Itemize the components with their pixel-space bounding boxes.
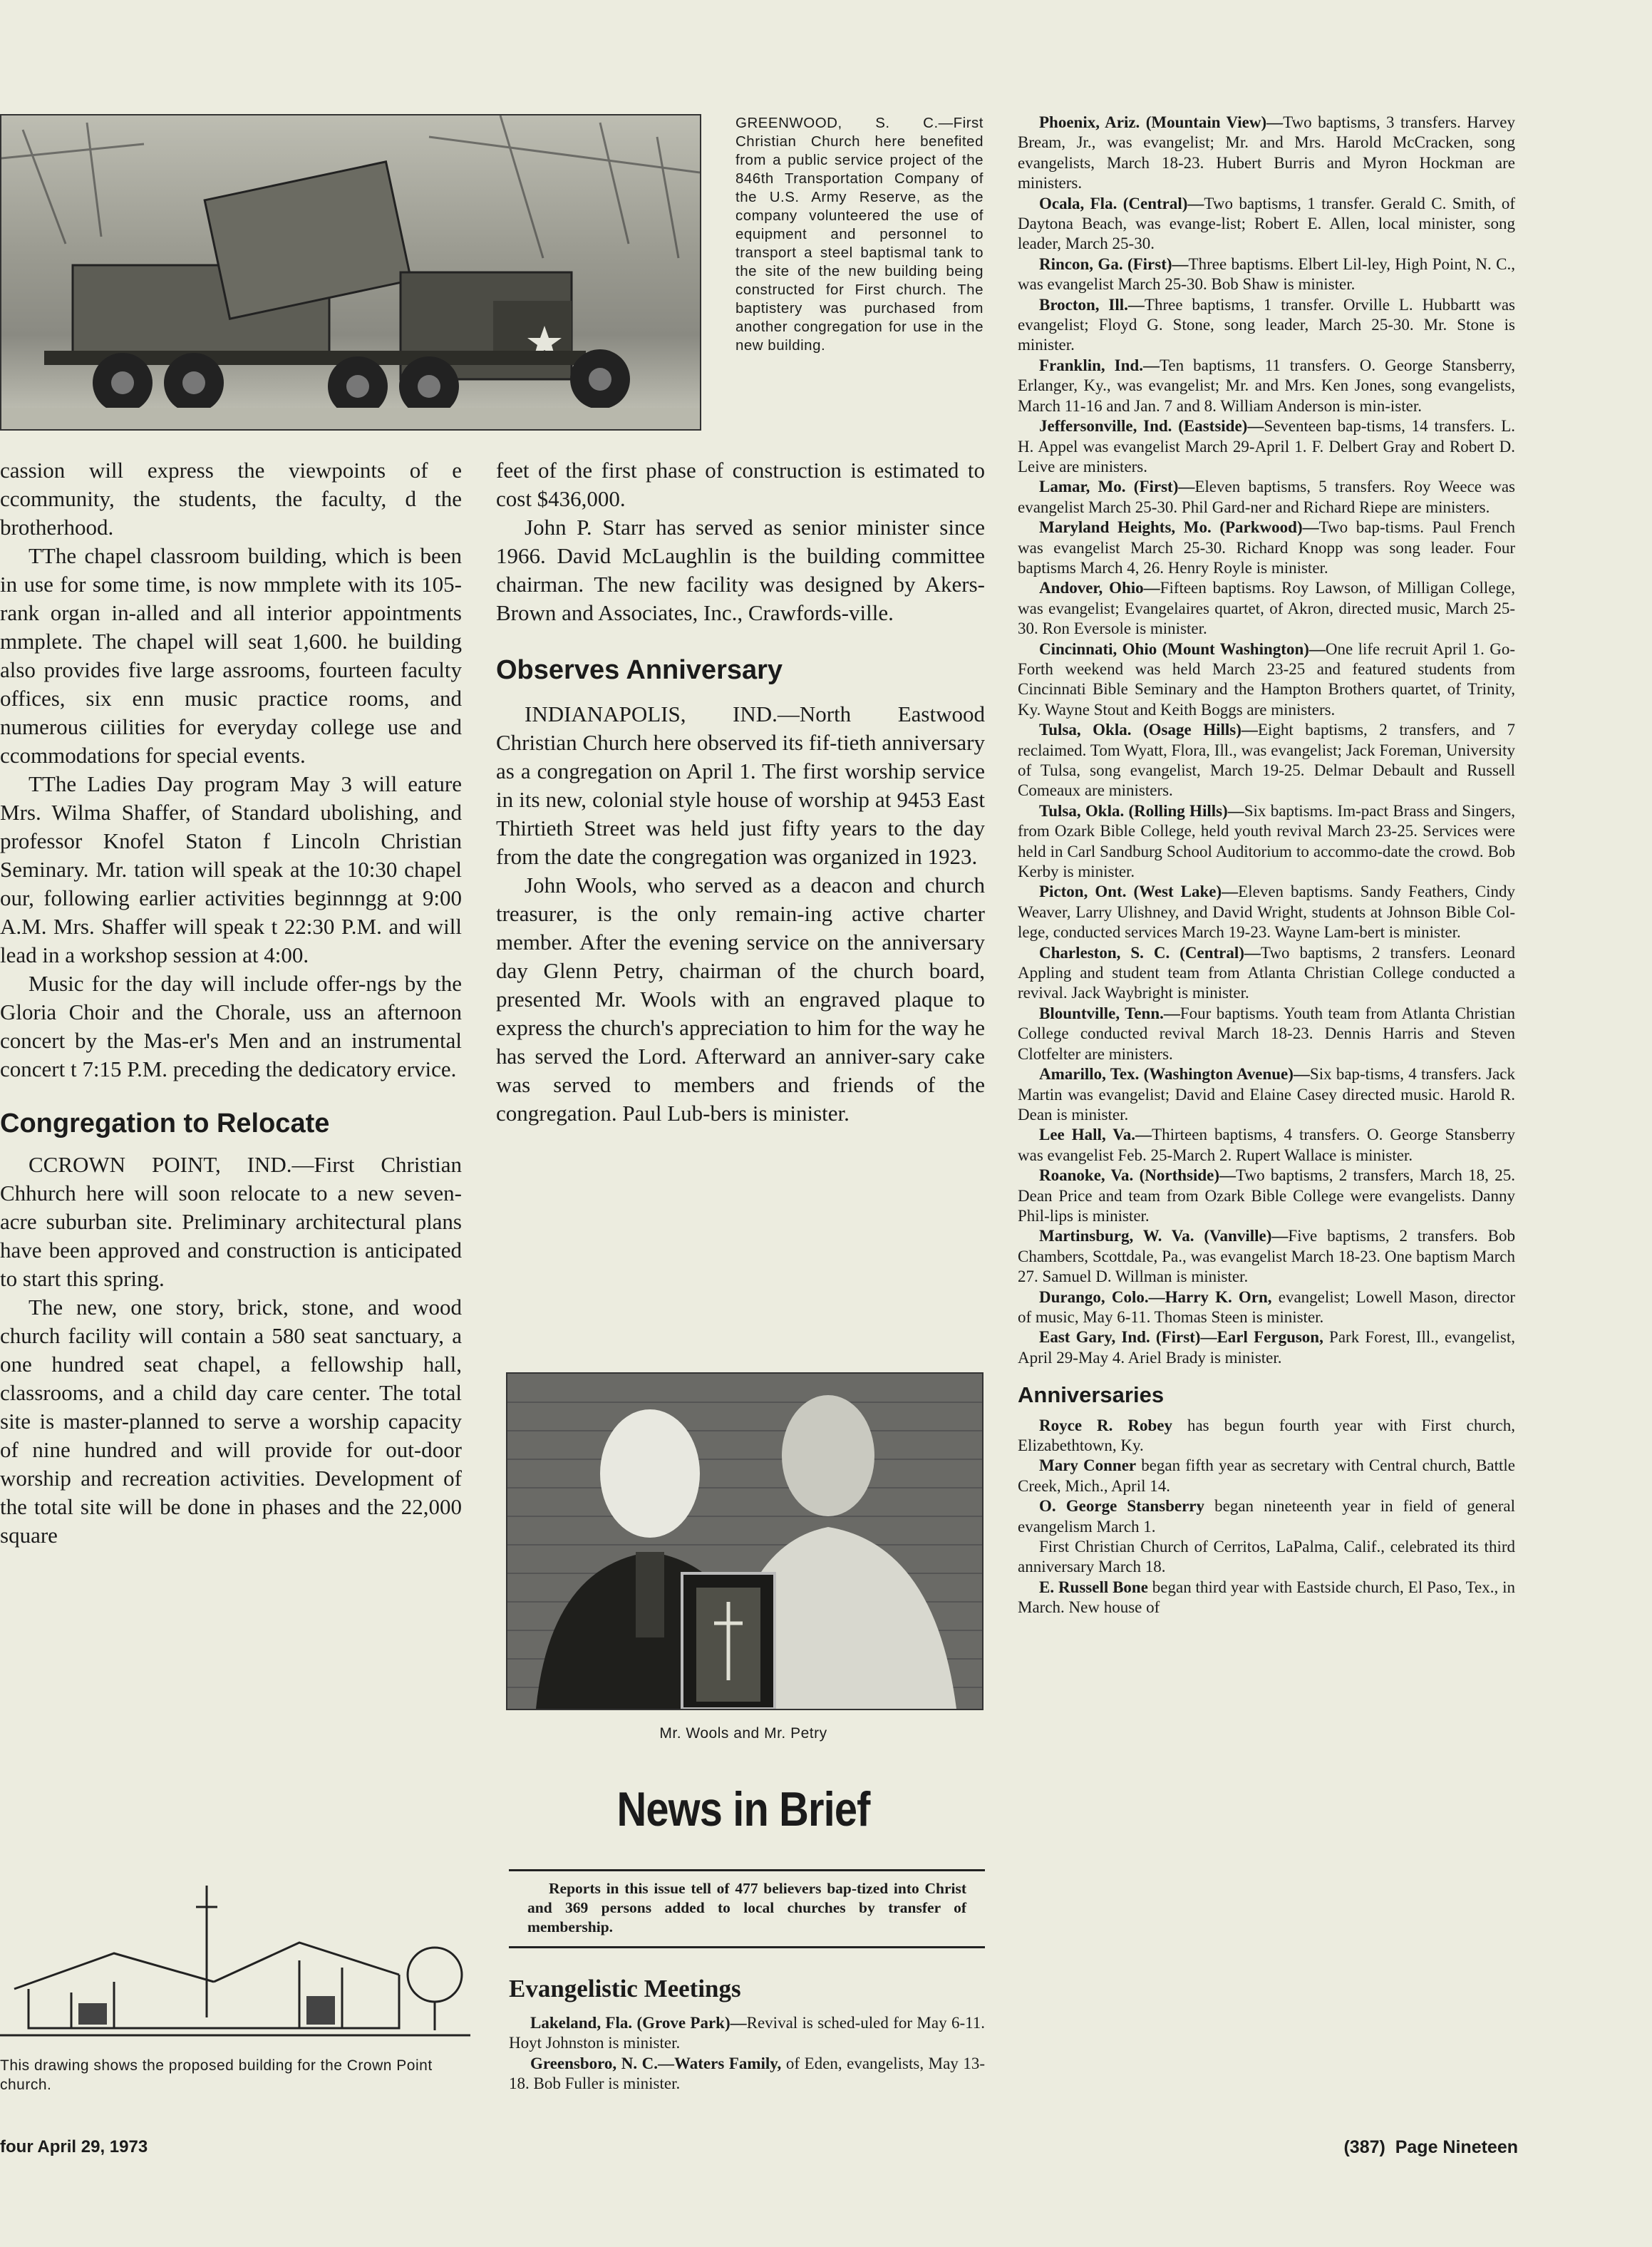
- meeting-entry: [1018, 113, 1515, 194]
- wools-petry-photo: [506, 1372, 984, 1710]
- meeting-text: Two baptisms, 2 transfers. Leonard Appling and student team from Atlanta Christian College conducted a revival. Jack Waybright is minister.: [1018, 943, 1515, 1002]
- col2-paragraph: feet of the first phase of construction is estimated to cost $436,000.: [496, 458, 985, 511]
- meeting-entry: [1018, 254, 1515, 295]
- news-top-rule: [509, 1869, 985, 1871]
- col1-paragraph: TThe Ladies Day program May 3 will eature Mrs. Wilma Shaffer, of Standard ubolishing, and professor Knofel Staton f Lincoln Christian Seminary. Mr. tation will speak at the 10:30 chapel our, following earlier activities beginnngg at 9:00 A.M. Mrs. Shaffer will speak t 22:30 P.M. and will lead in a workshop session at 4:00.: [0, 771, 462, 967]
- meeting-place: Rincon, Ga. (First)—: [1039, 254, 1189, 273]
- col1-paragraph: The new, one story, brick, stone, and wood church facility will contain a 580 seat sanctuary, a one hundred seat chapel, a fellowship hall, classrooms, and a child day care center. The total site is master-planned to serve a worship capacity of nine hundred and will provide for out-door worship and recreation activities. Development of the total site will be done in phases and the 22,000 square: [0, 1295, 462, 1548]
- meeting-place: Greensboro, N. C.—Waters Family,: [530, 2054, 782, 2072]
- meeting-place: Durango, Colo.—Harry K. Orn,: [1039, 1287, 1272, 1306]
- meeting-place: Amarillo, Tex. (Washington Avenue)—: [1039, 1065, 1310, 1084]
- meeting-text: of Eden, evangelists, May 13-18. Bob Fuller is minister.: [509, 2054, 986, 2093]
- meeting-text: Eight baptisms, 2 transfers, and 7 reclaimed. Tom Wyatt, Flora, Ill., was evangelist; Jack Foreman, University of Tulsa, song evangelist, March 19-25. Delmar Debault and Russell Comeaux are ministers.: [1018, 721, 1516, 800]
- meeting-entry: [1018, 416, 1515, 477]
- anniversary-text: began third year with Eastside church, El Paso, Tex., in March. New house of: [1018, 1578, 1515, 1617]
- news-in-brief-title: News in Brief: [616, 1782, 870, 1836]
- meeting-entry: [1018, 295, 1515, 356]
- meeting-place: Martinsburg, W. Va. (Vanville)—: [1039, 1227, 1289, 1245]
- anniversary-entry: [1018, 1496, 1515, 1537]
- anniversaries-heading: Anniversaries: [1018, 1382, 1165, 1408]
- drawing-caption: This drawing shows the proposed building for the Crown Point church.: [0, 2057, 433, 2093]
- footer-page-number: (387) Page Nineteen: [1343, 2137, 1518, 2157]
- relocate-heading: Congregation to Relocate: [0, 1109, 330, 1138]
- meeting-text: Three baptisms, 1 transfer. Orville L. Hubbartt was evangelist; Floyd G. Stone, song leader, March 25-30. Mr. Stone is minister.: [1018, 295, 1515, 354]
- column-1: [0, 456, 462, 1550]
- meeting-text: Five baptisms, 2 transfers. Bob Chambers, Scottdale, Pa., was evangelist March 18-23. One baptism March 27. Samuel D. Willman is minister.: [1018, 1227, 1516, 1286]
- building-drawing: [0, 1875, 470, 2053]
- col1-paragraph: Music for the day will include offer-ngs by the Gloria Choir and the Chorale, uss an afternoon concert by the Mas-er's Men and an instrumental concert t 7:15 P.M. preceding the dedicatory ervice.: [0, 971, 462, 1081]
- meeting-place: East Gary, Ind. (First)—Earl Ferguson,: [1039, 1328, 1323, 1347]
- meeting-place: Maryland Heights, Mo. (Parkwood)—: [1039, 518, 1319, 537]
- meeting-place: Ocala, Fla. (Central)—: [1039, 194, 1204, 212]
- church-drawing-illustration: [0, 1875, 470, 2053]
- meeting-place: Lamar, Mo. (First)—: [1039, 478, 1195, 496]
- col2-paragraph: John P. Starr has served as senior minister since 1966. David McLaughlin is the building committee chairman. The new facility was designed by Akers-Brown and Associates, Inc., Crawfords-ville.: [496, 515, 985, 625]
- meeting-place: Franklin, Ind.—: [1039, 356, 1160, 374]
- column-2: [496, 456, 985, 1128]
- meeting-place: Tulsa, Okla. (Rolling Hills)—: [1039, 801, 1244, 820]
- meeting-place: Lakeland, Fla. (Grove Park)—: [530, 2014, 747, 2032]
- wools-petry-caption: Mr. Wools and Mr. Petry: [659, 1725, 827, 1742]
- anniversary-name: Mary Conner: [1039, 1456, 1137, 1475]
- anniversary-entry: [1018, 1578, 1515, 1618]
- anniversary-name: Royce R. Robey: [1039, 1416, 1172, 1434]
- column-3: [1018, 113, 1515, 1618]
- meeting-text: Four baptisms. Youth team from Atlanta Christian College conducted revival March 18-23. Dennis Harris and Steven Clotfelter are ministers.: [1018, 1004, 1515, 1063]
- meeting-entry: [1018, 477, 1515, 518]
- meeting-text: Three baptisms. Elbert Lil-ley, High Point, N. C., was evangelist March 25-30. Bob Shaw is minister.: [1018, 254, 1515, 294]
- meeting-place: Jeffersonville, Ind. (Eastside)—: [1039, 417, 1264, 436]
- meeting-place: Blountville, Tenn.—: [1039, 1004, 1180, 1022]
- anniversary-text: began fifth year as secretary with Central church, Battle Creek, Mich., April 14.: [1018, 1456, 1515, 1495]
- meeting-text: Fifteen baptisms. Roy Lawson, of Milligan College, was evangelist; Evangelaires quartet, of Akron, directed music, March 25-30. Ron Eversole is minister.: [1018, 579, 1515, 638]
- col2-paragraph: John Wools, who served as a deacon and church treasurer, is the only remain-ing active charter member. After the evening service on the anniversary day Glenn Petry, chairman of the church board, presented Mr. Wools with an engraved plaque to express the church's appreciation to him for the way he has served the Lord. Afterward an anniver-sary cake was served to members and friends of the congregation. Paul Lub-bers is minister.: [496, 873, 985, 1126]
- meeting-entry: [509, 2054, 985, 2094]
- anniversary-text: First Christian Church of Cerritos, LaPalma, Calif., celebrated its third anniversary March 18.: [1018, 1538, 1515, 1576]
- evangelistic-heading: Evangelistic Meetings: [509, 1975, 741, 2002]
- news-intro-text: Reports in this issue tell of 477 believers bap-tized into Christ and 369 persons added to local churches by transfer of membership.: [527, 1880, 966, 1935]
- col1-paragraph: cassion will express the viewpoints of e ccommunity, the students, the faculty, d the brotherhood.: [0, 458, 462, 540]
- meeting-entry: [1018, 1166, 1515, 1226]
- meeting-place: Brocton, Ill.—: [1039, 295, 1145, 314]
- two-men-illustration: [507, 1374, 982, 1709]
- meeting-text: Two baptisms, 2 transfers, March 18, 25. Dean Price and team from Ozark Bible College were evangelists. Danny Phil-lips is minister.: [1018, 1166, 1515, 1225]
- meeting-entry: [1018, 194, 1515, 254]
- news-bottom-rule: [509, 1946, 985, 1948]
- meeting-place: Phoenix, Ariz. (Mountain View)—: [1039, 113, 1284, 131]
- meeting-text: Thirteen baptisms, 4 transfers. O. George Stansberry was evangelist Feb. 25-March 2. Rupert Wallace is minister.: [1018, 1126, 1515, 1164]
- meeting-place: Lee Hall, Va.—: [1039, 1126, 1152, 1144]
- meeting-entry: [1018, 801, 1515, 883]
- meeting-place: Tulsa, Okla. (Osage Hills)—: [1039, 721, 1258, 739]
- meeting-place: Picton, Ont. (West Lake)—: [1039, 883, 1239, 901]
- anniversary-text: has begun fourth year with First church, Elizabethtown, Ky.: [1018, 1416, 1515, 1454]
- anniversary-name: O. George Stansberry: [1039, 1497, 1205, 1516]
- truck-illustration: [1, 115, 700, 429]
- meeting-entry: [1018, 1064, 1515, 1125]
- anniversary-name: E. Russell Bone: [1039, 1578, 1148, 1596]
- meeting-entry: [1018, 356, 1515, 416]
- meeting-text: Eleven baptisms, 5 transfers. Roy Weece was evangelist March 25-30. Phil Gard-ner and Richard Riepe are ministers.: [1018, 478, 1515, 516]
- meeting-text: Park Forest, Ill., evangelist, April 29-May 4. Ariel Brady is minister.: [1018, 1328, 1515, 1367]
- meeting-entry: [1018, 1287, 1515, 1328]
- col1-paragraph: TThe chapel classroom building, which is been in use for some time, is now mmplete with its 105-rank organ in-alled and all interior appointments mmplete. The chapel will seat 1,600. he building also provides five large assrooms, fourteen faculty offices, six enn music practice rooms, and numerous ciilities for everyday college use and ccommodations for special events.: [0, 543, 462, 768]
- truck-photo: [0, 114, 701, 431]
- meeting-text: Revival is sched-uled for May 6-11. Hoyt Johnston is minister.: [509, 2014, 985, 2052]
- meeting-entry: [1018, 720, 1515, 801]
- meeting-text: Ten baptisms, 11 transfers. O. George Stansberry, Erlanger, Ky., was evangelist; Mr. and Mrs. Ken Jones, song evangelists, March 11-16 and Jan. 7 and 8. William Anderson is min-ister.: [1018, 356, 1515, 415]
- meeting-text: Seventeen bap-tisms, 14 transfers. L. H. Appel was evangelist March 29-April 1. F. Delbert Gray and Robert D. Leive are ministers.: [1018, 417, 1515, 475]
- meeting-text: Six baptisms. Im-pact Brass and Singers, from Ozark Bible College, held youth revival March 23-25. Services were held in Carl Sandburg School Auditorium to accommo-date the crowd. Bob Kerby is minister.: [1018, 801, 1516, 881]
- meeting-entry: [1018, 1226, 1515, 1287]
- meeting-text: evangelist; Lowell Mason, director of music, May 6-11. Thomas Steen is minister.: [1018, 1287, 1515, 1326]
- footer-left: four April 29, 1973: [0, 2137, 148, 2156]
- meeting-text: Two baptisms, 3 transfers. Harvey Bream, Jr., was evangelist; Mr. and Mrs. Harold McCracken, song evangelists, March 18-23. Hubert Burris and Myron Hockman are ministers.: [1018, 113, 1515, 192]
- meeting-place: Roanoke, Va. (Northside)—: [1039, 1166, 1237, 1185]
- col1-paragraph: CCROWN POINT, IND.—First Christian Chhurch here will soon relocate to a new seven-acre suburban site. Preliminary architectural plans have been approved and construction is anticipated to start this spring.: [0, 1152, 462, 1291]
- evangelistic-section: [509, 1975, 985, 2094]
- meeting-entry: [1018, 1004, 1515, 1064]
- news-intro: [527, 1879, 966, 1937]
- meeting-text: Two baptisms, 1 transfer. Gerald C. Smith, of Daytona Beach, was evange-list; Robert E. Allen, local minister, song leader, March 25-30.: [1018, 194, 1515, 253]
- meeting-text: Two bap-tisms. Paul French was evangelist March 25-30. Richard Knopp was song leader. Four baptisms March 4, 26. Henry Royle is minister.: [1018, 518, 1515, 577]
- truck-photo-caption: GREENWOOD, S. C.—First Christian Church here benefited from a public service project of the 846th Transportation Company of the U.S. Army Reserve, as the company volunteered the use of equipment and personnel to transport a steel baptismal tank to the site of the new building being constructed for First church. The baptistery was purchased from another congregation for use in the new building.: [735, 115, 984, 354]
- meeting-entry: [1018, 1125, 1515, 1166]
- anniversary-entry: [1018, 1537, 1515, 1578]
- meeting-place: Charleston, S. C. (Central)—: [1039, 943, 1261, 962]
- meeting-text: Eleven baptisms. Sandy Feathers, Cindy Weaver, Larry Ulishney, and David Wright, students at Johnson Bible Col-lege, conducted services March 19-23. Wayne Lam-bert is minister.: [1018, 883, 1515, 942]
- meeting-place: Cincinnati, Ohio (Mount Washington)—: [1039, 639, 1326, 658]
- meeting-entry: [509, 2013, 985, 2054]
- anniversary-entry: [1018, 1416, 1515, 1456]
- col2-paragraph: INDIANAPOLIS, IND.—North Eastwood Christian Church here observed its fif-tieth anniversary as a congregation on April 1. The first worship service in its new, colonial style house of worship at 9453 East Thirtieth Street was held just fifty years to the day from the date the congregation was organized in 1923.: [496, 701, 985, 869]
- meeting-entry: [1018, 882, 1515, 942]
- meeting-place: Andover, Ohio—: [1039, 579, 1160, 597]
- meeting-text: Six bap-tisms, 4 transfers. Jack Martin was evangelist; David and Elaine Casey directed music. Harold R. Dean is minister.: [1018, 1065, 1515, 1124]
- meeting-entry: [1018, 639, 1515, 721]
- meeting-entry: [1018, 943, 1515, 1004]
- anniversary-entry: [1018, 1456, 1515, 1496]
- meeting-entry: [1018, 1327, 1515, 1368]
- anniversary-text: began nineteenth year in field of general evangelism March 1.: [1018, 1497, 1516, 1536]
- anniversary-heading: Observes Anniversary: [496, 655, 783, 685]
- meeting-text: One life recruit April 1. Go-Forth weekend was held March 23-25 and featured students from Cincinnati Bible Seminary and the Hampton Brothers quartet, of Trinity, Ky. Wayne Stout and Keith Boggs are ministers.: [1018, 639, 1516, 719]
- meeting-entry: [1018, 518, 1515, 578]
- meeting-entry: [1018, 578, 1515, 639]
